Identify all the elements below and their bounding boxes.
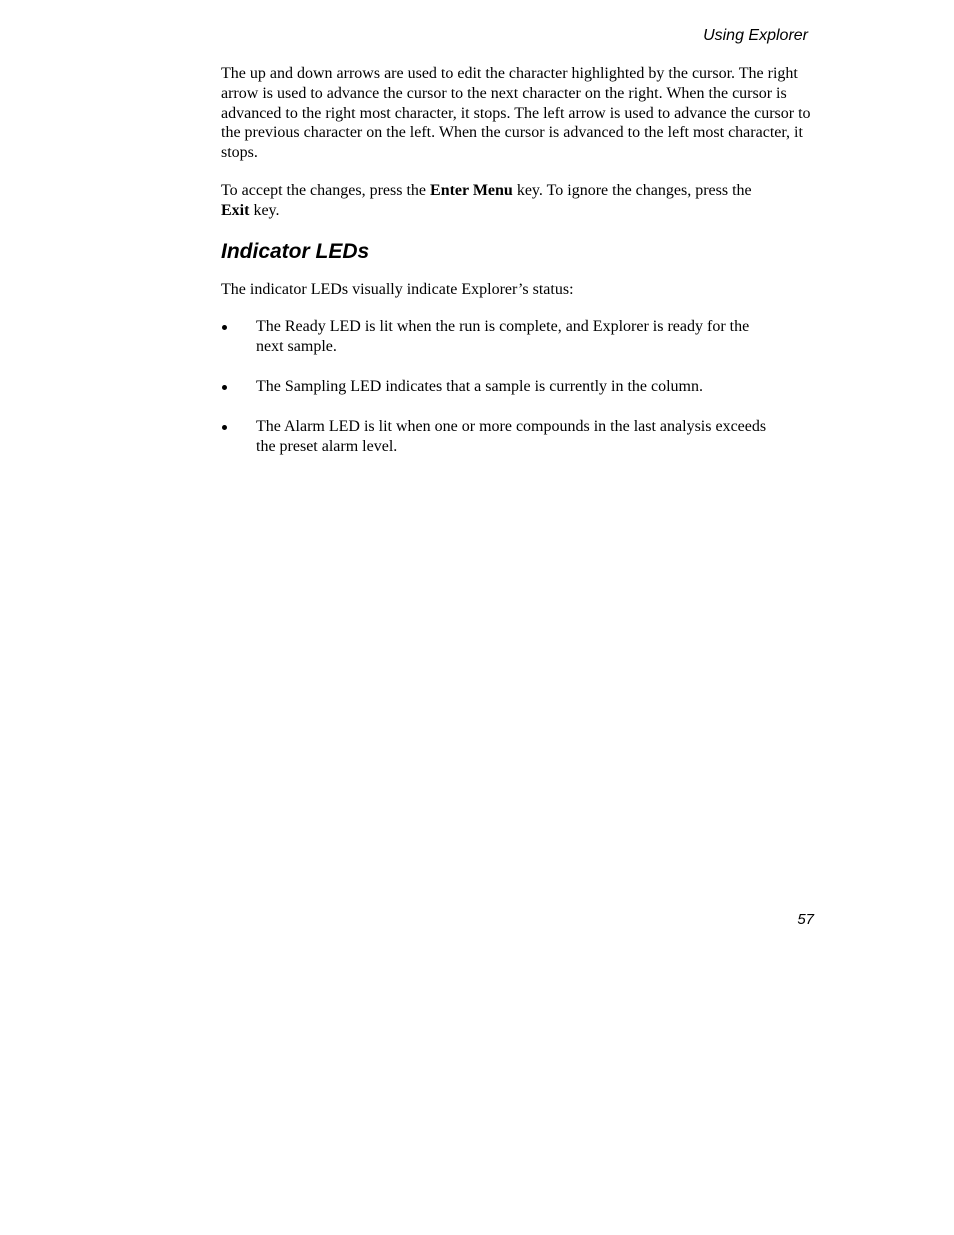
- list-item-text: The Ready LED is lit when the run is complete, and Explorer is ready for the next sample.: [256, 318, 750, 356]
- bullet-icon: [222, 385, 227, 390]
- page-number: 57: [797, 911, 814, 928]
- accept-text-3: key.: [249, 201, 280, 219]
- enter-menu-key-label: Enter Menu: [430, 181, 513, 199]
- bullet-icon: [222, 425, 227, 430]
- exit-key-label: Exit: [221, 201, 250, 219]
- cursor-editing-paragraph: The up and down arrows are used to edit the character highlighted by the cursor. The right arrow is used to advance the cursor to the next character on the right. When the cursor is advanced to the right most character, it stops. The left arrow is used to advance the cursor to the previous character on the left. When the cursor is advanced to the left most character, it stops.: [221, 65, 811, 162]
- list-item: [221, 317, 771, 357]
- accept-changes-paragraph: [221, 181, 813, 221]
- section-heading: Indicator LEDs: [221, 239, 370, 263]
- accept-text-1: To accept the changes, press the: [221, 181, 431, 199]
- list-item-text: The Sampling LED indicates that a sample is currently in the column.: [256, 377, 703, 395]
- bullet-icon: [222, 325, 227, 330]
- running-header: Using Explorer: [703, 27, 808, 44]
- leds-intro-paragraph: The indicator LEDs visually indicate Explorer’s status:: [221, 280, 574, 298]
- list-item-text: The Alarm LED is lit when one or more compounds in the last analysis exceeds the preset alarm level.: [256, 417, 767, 455]
- accept-text-2: key. To ignore the changes, press the: [512, 181, 752, 199]
- list-item: [221, 377, 771, 397]
- led-bullet-list: [221, 317, 813, 456]
- list-item: [221, 417, 771, 457]
- page-content: [221, 64, 813, 476]
